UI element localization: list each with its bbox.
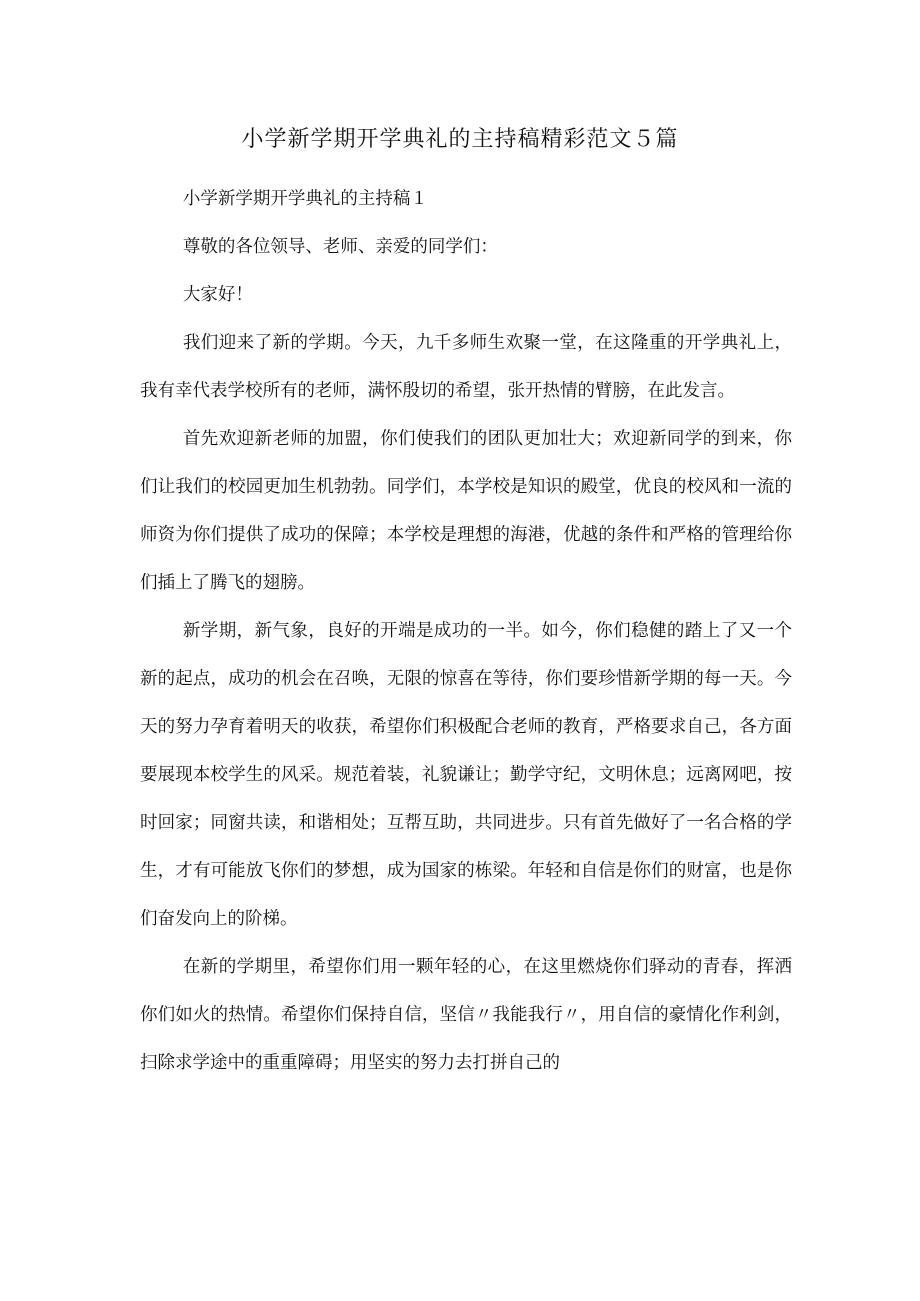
document-title: 小学新学期开学典礼的主持稿精彩范文５篇 [241, 127, 679, 152]
paragraph: 在新的学期里，希望你们用一颗年轻的心，在这里燃烧你们驿动的青春，挥洒你们如火的热情。希望你们保持自信，坚信〃我能我行〃，用自信的豪情化作利剑，扫除求学途中的重重障碍；用坚实的努力去打拼自己的 [140, 957, 792, 1073]
greeting-line: 尊敬的各位领导、老师、亲爱的同学们： [182, 237, 498, 257]
paragraph: 我们迎来了新的学期。今天，九千多师生欢聚一堂，在这隆重的开学典礼上，我有幸代表学校所有的老师，满怀殷切的希望，张开热情的臂膀，在此发言。 [140, 333, 792, 401]
paragraph: 首先欢迎新老师的加盟，你们使我们的团队更加壮大；欢迎新同学的到来，你们让我们的校园更加生机勃勃。同学们，本学校是知识的殿堂，优良的校风和一流的师资为你们提供了成功的保障；本学校是理想的海港，优越的条件和严格的管理给你们插上了腾飞的翅膀。 [140, 429, 792, 593]
section-heading: 小学新学期开学典礼的主持稿１ [182, 189, 428, 209]
paragraph: 新学期，新气象，良好的开端是成功的一半。如今，你们稳健的踏上了又一个新的起点，成功的机会在召唤，无限的惊喜在等待，你们要珍惜新学期的每一天。今天的努力孕育着明天的收获，希望你们积极配合老师的教育，严格要求自己，各方面要展现本校学生的风采。规范着装，礼貌谦让；勤学守纪，文明休息；远离网吧，按时回家；同窗共读，和谐相处；互帮互助，共同进步。只有首先做好了一名合格的学生，才有可能放飞你们的梦想，成为国家的栋梁。年轻和自信是你们的财富，也是你们奋发向上的阶梯。 [140, 621, 792, 929]
salutation-line: 大家好！ [182, 285, 253, 305]
document-body [140, 175, 792, 1087]
